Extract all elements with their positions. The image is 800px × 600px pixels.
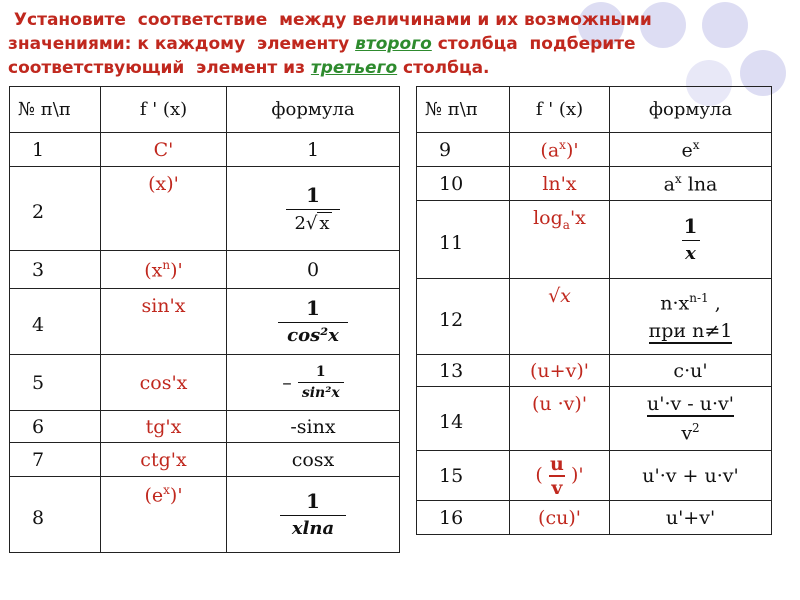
row-function: ln'x: [510, 167, 610, 201]
fraction: $\frac{1}{x}$: [682, 214, 700, 265]
header-derivative: f ' (x): [101, 87, 227, 133]
instruction-line-3a: соответствующий элемент из: [8, 58, 311, 78]
table-row: [417, 167, 772, 201]
row-function: (u+v)': [510, 355, 610, 387]
row-number: 5: [10, 355, 101, 411]
row-number: 15: [417, 451, 510, 501]
fraction: $\frac{1}{2√ x}$: [286, 183, 340, 235]
row-function: √x: [510, 279, 610, 355]
table-row: [10, 477, 400, 553]
row-function: (x)': [101, 167, 227, 251]
row-function: sin'x: [101, 289, 227, 355]
row-function: ( $\frac{u}{v}$ )': [510, 451, 610, 501]
row-formula: 1: [227, 133, 400, 167]
row-formula: $a^x$ lna: [610, 167, 772, 201]
row-number: 4: [10, 289, 101, 355]
row-function: (u ·v)': [510, 387, 610, 451]
right-table: [416, 86, 772, 535]
table-header-row: [10, 87, 400, 133]
row-formula: [227, 477, 400, 553]
table-row: [10, 443, 400, 477]
row-formula: cosx: [227, 443, 400, 477]
table-row: [417, 279, 772, 355]
row-number: 9: [417, 133, 510, 167]
row-number: 3: [10, 251, 101, 289]
table-row: [10, 289, 400, 355]
instruction-line-1: Установите соответствие между величинами и их возможными: [8, 10, 652, 30]
row-number: 2: [10, 167, 101, 251]
header-formula: формула: [610, 87, 772, 133]
row-formula: u'·v - u·v' $v^2$: [610, 387, 772, 451]
row-function: (cu)': [510, 501, 610, 535]
instruction-line-2b: столбца подберите: [431, 34, 636, 54]
table-row: [417, 201, 772, 279]
header-formula: формула: [227, 87, 400, 133]
row-number: 1: [10, 133, 101, 167]
row-formula: – $\frac{1}{\text{sin²x}}$: [227, 355, 400, 411]
header-number: № п\п: [417, 87, 510, 133]
header-number: № п\п: [10, 87, 101, 133]
table-row: [10, 251, 400, 289]
row-formula: 0: [227, 251, 400, 289]
row-formula: -sinx: [227, 411, 400, 443]
row-formula: u'·v + u·v': [610, 451, 772, 501]
instruction-line-2a: значениями: к каждому элементу: [8, 34, 356, 54]
row-formula: $n\cdot x^{n-1}$ , при n≠1: [610, 279, 772, 355]
row-number: 6: [10, 411, 101, 443]
table-row: [417, 133, 772, 167]
table-row: [417, 355, 772, 387]
row-function: $(e^x)'$: [101, 477, 227, 553]
row-formula: $e^x$: [610, 133, 772, 167]
row-formula: [610, 201, 772, 279]
row-number: 16: [417, 501, 510, 535]
row-number: 8: [10, 477, 101, 553]
table-row: [10, 133, 400, 167]
row-function: $(a^x)'$: [510, 133, 610, 167]
row-number: 14: [417, 387, 510, 451]
table-header-row: [417, 87, 772, 133]
row-formula: c·u': [610, 355, 772, 387]
row-number: 11: [417, 201, 510, 279]
row-function: tg'x: [101, 411, 227, 443]
fraction: $\frac{1}{\text{cos²x}}$: [278, 296, 348, 347]
table-row: [417, 501, 772, 535]
row-formula: u'+v': [610, 501, 772, 535]
table-row: [417, 387, 772, 451]
header-derivative: f ' (x): [510, 87, 610, 133]
fraction: $\frac{1}{\text{sin²x}}$: [298, 364, 344, 401]
table-row: [417, 451, 772, 501]
row-formula: [227, 289, 400, 355]
row-number: 7: [10, 443, 101, 477]
row-function: $\log_a'x$: [510, 201, 610, 279]
fraction-u-over-v: $\frac{u}{v}$: [549, 452, 564, 499]
instruction-emphasis-third: третьего: [310, 58, 398, 78]
table-row: [10, 167, 400, 251]
table-row: [10, 355, 400, 411]
task-instruction: [8, 8, 738, 80]
row-function: cos'x: [101, 355, 227, 411]
row-number: 10: [417, 167, 510, 201]
row-function: $(x^n)'$: [101, 251, 227, 289]
instruction-line-3b: столбца.: [397, 58, 490, 78]
row-formula: [227, 167, 400, 251]
row-function: ctg'x: [101, 443, 227, 477]
instruction-emphasis-second: второго: [355, 34, 432, 54]
left-table: [9, 86, 400, 553]
row-function: C': [101, 133, 227, 167]
table-row: [10, 411, 400, 443]
row-number: 12: [417, 279, 510, 355]
fraction: $\frac{1}{xlna}$: [280, 489, 346, 540]
row-number: 13: [417, 355, 510, 387]
